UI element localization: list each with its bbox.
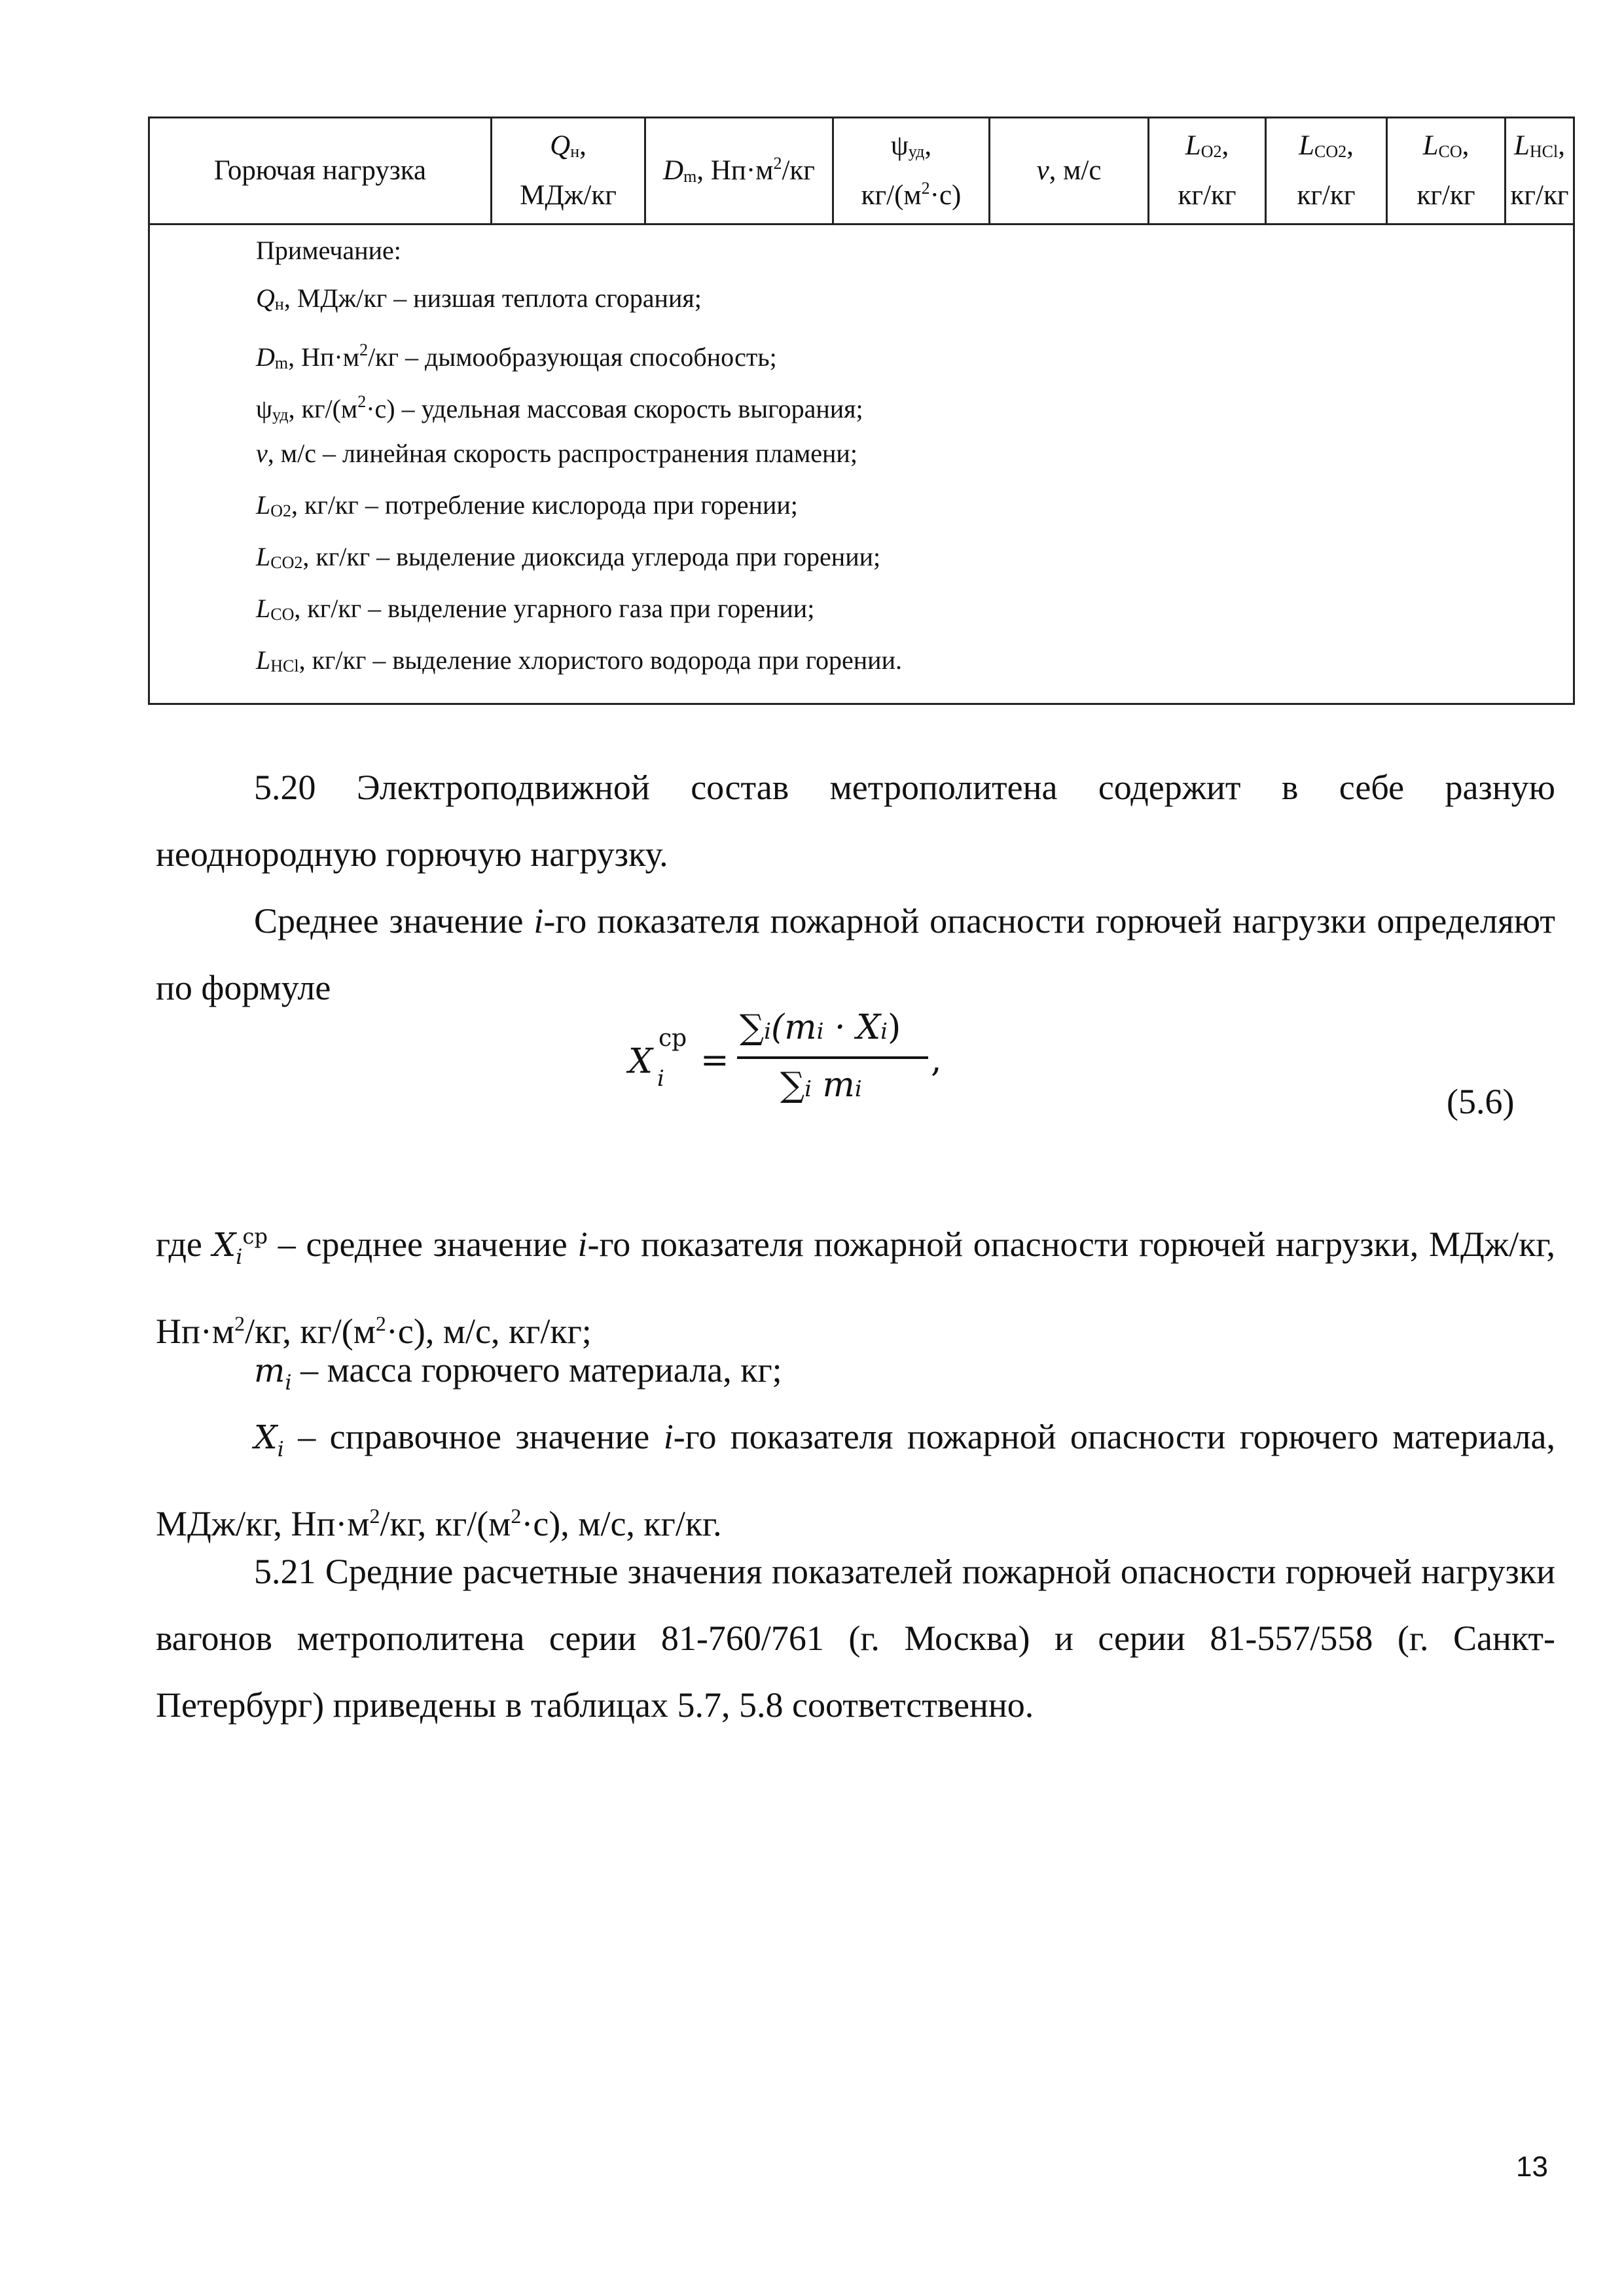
formula-denominator: ∑i mi	[780, 1066, 862, 1105]
header-lo2: $L_{O2}$, кг/кг	[1149, 118, 1266, 224]
spec-table	[148, 117, 1575, 705]
header-psi: $\psi_{уд}$, $кг/(м^2\cdot с)$	[833, 118, 990, 224]
header-lhcl: $L_{HCl}$, кг/кг	[1506, 118, 1574, 224]
formula-comma: ,	[931, 1041, 942, 1080]
header-lco: $L_{CO}$, кг/кг	[1387, 118, 1506, 224]
note-lco2: $L_{CO2}$, кг/кг – выделение диоксида углерода при горении;	[256, 542, 881, 572]
header-q: $Q_н$, МДж/кг	[492, 118, 645, 224]
page-number: 13	[1516, 2151, 1548, 2183]
header-lco2: $L_{CO2}$, кг/кг	[1266, 118, 1387, 224]
note-q: $Q_н$, МДж/кг – низшая теплота сгорания;	[256, 283, 702, 314]
note-lhcl: $L_{HCl}$, кг/кг – выделение хлористого водорода при горении.	[256, 645, 902, 675]
note-psi: $\psi_{уд}$, $кг/(м^2\cdot с)$ – удельная массовая скорость выгорания;	[256, 392, 863, 424]
paragraph-x-def: $X_i$ – справочное значение i-го показателя пожарной опасности горючего материала, МДж/кг, $Нп\cdot м^2/кг$, $кг/(м^2\cdot с)$, м/с, кг/кг.	[156, 1417, 1555, 1543]
note-d: $D_m$, $Нп\cdot м^2/кг$ – дымообразующая способность;	[256, 340, 777, 372]
formula-numerator: ∑i(mi · Xi)	[740, 1008, 901, 1047]
note-v: v, м/с – линейная скорость распространения пламени;	[256, 439, 857, 468]
formula-lhs: X ср i	[628, 1025, 687, 1092]
table-note-row	[149, 224, 1574, 704]
formula-equals: =	[700, 1041, 729, 1080]
table-header-row	[149, 118, 1574, 224]
paragraph-5-20: 5.20 Электроподвижной состав метрополитена содержит в себе разную неоднородную горючую нагрузку.	[156, 768, 1555, 874]
equation-number: (5.6)	[1447, 1082, 1515, 1121]
paragraph-5-21: 5.21 Средние расчетные значения показателей пожарной опасности горючей нагрузки вагонов метрополитена серии 81-760/761 (г. Москва) и серии 81-557/558 (г. Санкт-Петербург) приведены в таблицах 5.7, 5.8 соответственно.	[156, 1552, 1555, 1725]
formula-fraction-bar	[737, 1056, 928, 1059]
note-lco: $L_{CO}$, кг/кг – выделение угарного газа при горении;	[256, 594, 815, 624]
paragraph-m-def: $m_i$ – масса горючего материала, кг;	[254, 1350, 782, 1395]
header-v: v, м/с	[990, 118, 1149, 224]
table-note	[149, 224, 1574, 704]
header-d: $D_m$, $Нп\cdot м^2/кг$	[645, 118, 833, 224]
note-title: Примечание:	[256, 236, 401, 265]
paragraph-where: где $X_i^{ср}$ – среднее значение i-го показателя пожарной опасности горючей нагрузки, МДж/кг, $Нп\cdot м^2/кг$, $кг/(м^2\cdot с)$, м/с, кг/кг;	[156, 1224, 1555, 1351]
note-lo2: $L_{O2}$, кг/кг – потребление кислорода при горении;	[256, 490, 798, 520]
paragraph-mean-value: Среднее значение i-го показателя пожарной опасности горючей нагрузки определяют по формуле	[156, 901, 1556, 1007]
header-load: Горючая нагрузка	[149, 118, 492, 224]
formula-5-6	[628, 1008, 956, 1139]
